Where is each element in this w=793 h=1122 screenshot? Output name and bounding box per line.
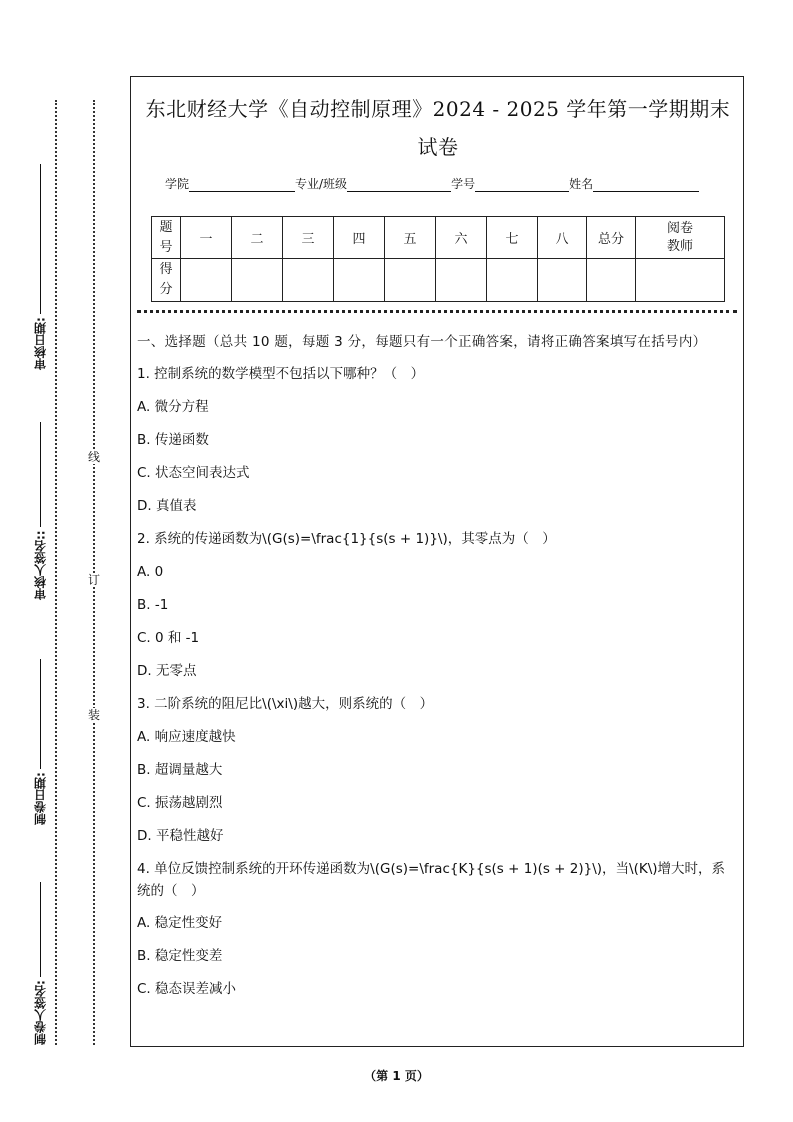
score-cell-input[interactable]: [636, 259, 725, 302]
binding-word-xian: 线: [87, 450, 100, 464]
binding-word-zhuang: 装: [87, 708, 100, 722]
score-table-score-row: [152, 259, 725, 302]
score-cell-input[interactable]: [436, 259, 487, 302]
question-option: A. 响应速度越快: [137, 729, 236, 745]
score-cell-header: 六: [436, 217, 487, 259]
score-cell-header: 八: [538, 217, 587, 259]
college-field[interactable]: [189, 179, 295, 192]
student-id-label: 学号: [451, 177, 476, 191]
binding-word-ding: 订: [87, 573, 100, 587]
score-cell-input[interactable]: [385, 259, 436, 302]
review-date-label: 审核日期:: [26, 155, 54, 370]
score-cell-header: 五: [385, 217, 436, 259]
score-cell-input[interactable]: [587, 259, 636, 302]
score-table-header-row: [152, 217, 725, 259]
major-class-label: 专业/班级: [295, 177, 348, 191]
question-option: C. 振荡越剧烈: [137, 795, 223, 811]
question-option: A. 微分方程: [137, 399, 209, 415]
separator-dotted-line: [137, 310, 737, 313]
binding-dotted-line-outer: [55, 100, 57, 1045]
score-cell-input[interactable]: [181, 259, 232, 302]
score-cell-header: 三: [283, 217, 334, 259]
score-table: [151, 216, 725, 302]
reviewer-signature-label: 审核人签名::: [26, 400, 54, 600]
question-option: B. 超调量越大: [137, 762, 223, 778]
score-cell-header: 阅卷 教师: [636, 217, 725, 259]
score-cell-header: 题 号: [152, 217, 181, 259]
score-cell-input[interactable]: [538, 259, 587, 302]
question-stem: 3. 二阶系统的阻尼比\(\xi\)越大，则系统的（ ）: [137, 696, 434, 712]
score-cell-header: 总分: [587, 217, 636, 259]
paper-date-label: 制卷日期:: [26, 645, 54, 825]
question-option: B. -1: [137, 597, 169, 613]
question-option: C. 稳态误差减小: [137, 981, 237, 997]
question-option: C. 状态空间表达式: [137, 465, 250, 481]
score-cell-header: 四: [334, 217, 385, 259]
question-option: B. 稳定性变差: [137, 948, 223, 964]
question-option: B. 传递函数: [137, 432, 209, 448]
section-1-content: [137, 331, 737, 1001]
score-cell-input[interactable]: [487, 259, 538, 302]
score-row-label: 得 分: [152, 259, 181, 302]
score-cell-input[interactable]: [334, 259, 385, 302]
name-label: 姓名: [569, 177, 594, 191]
question-option: A. 稳定性变好: [137, 915, 223, 931]
name-field[interactable]: [593, 179, 699, 192]
score-cell-header: 七: [487, 217, 538, 259]
student-id-field[interactable]: [475, 179, 569, 192]
section-heading: 一、选择题（总共 10 题，每题 3 分，每题只有一个正确答案，请将正确答案填写在括号内）: [137, 334, 707, 350]
question-option: C. 0 和 -1: [137, 630, 200, 646]
score-cell-input[interactable]: [283, 259, 334, 302]
exam-title: 东北财经大学《自动控制原理》2024 - 2025 学年第一学期期末试卷: [145, 97, 731, 159]
college-label: 学院: [165, 177, 190, 191]
major-class-field[interactable]: [347, 179, 451, 192]
paper-maker-signature-label: 制卷人签名:: [26, 860, 54, 1045]
score-cell-input[interactable]: [232, 259, 283, 302]
exam-frame: [130, 76, 744, 1047]
score-cell-header: 一: [181, 217, 232, 259]
student-info-row: [165, 175, 699, 192]
question-option: D. 真值表: [137, 498, 197, 514]
score-cell-header: 二: [232, 217, 283, 259]
page-number: （第 1 页）: [364, 1069, 429, 1083]
question-stem: 4. 单位反馈控制系统的开环传递函数为\(G(s)=\frac{K}{s(s + 1)(s + 2)}\)，当\(K\)增大时，系统的（ ）: [137, 861, 726, 899]
question-option: D. 无零点: [137, 663, 197, 679]
question-stem: 1. 控制系统的数学模型不包括以下哪种？（ ）: [137, 366, 425, 382]
question-option: A. 0: [137, 564, 164, 580]
question-option: D. 平稳性越好: [137, 828, 224, 844]
question-stem: 2. 系统的传递函数为\(G(s)=\frac{1}{s(s + 1)}\)，其零点为（ ）: [137, 531, 556, 547]
